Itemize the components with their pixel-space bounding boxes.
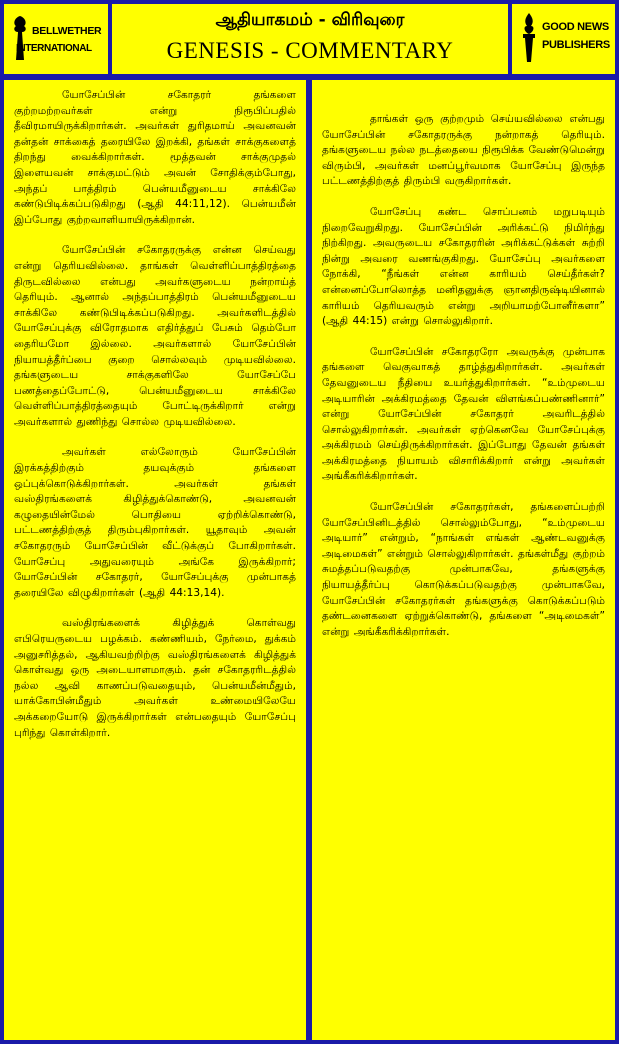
title-box bbox=[112, 4, 508, 74]
right-column bbox=[312, 80, 615, 1040]
left-column bbox=[4, 80, 306, 1040]
good-news-logo-box bbox=[512, 4, 615, 74]
right-paragraph: யோசேப்பின் சகோதரரோ அவருக்கு முன்பாக தங்களை வெகுவாகத் தாழ்த்துகிறார்கள். அவர்கள் தேவனுடைய நீதியை உயர்த்துகிறார்கள். “உம்முடைய அடியாரின் அக்கிரமத்தை தேவன் விளங்கப்பண்ணினார்” என்று யோசேப்பின் சகோதரர் அவரிடத்தில் சொல்லுகிறார்கள். அவர்கள் ஏற்கெனவே யோசேப்புக்கு அக்கிரமம் செய்திருக்கிறார்கள். இப்போது தேவன் தங்கள் அக்கிரமத்தை நியாயம் விசாரிக்கிறார் என்று அவர்கள் அங்கீகரிக்கிறார்கள். bbox=[322, 345, 605, 483]
left-paragraph: அவர்கள் எல்லோரும் யோசேப்பின் இரக்கத்திற்கும் தயவுக்கும் தங்களை ஒப்புக்கொடுக்கிறார்கள். அவர்கள் தங்கள் வஸ்திரங்களைக் கிழித்துக்கொண்டு, அவனவன் கழுதையின்மேல் பொதியை ஏற்றிக்கொண்டு, பட்டணத்திற்குத் திரும்புகிறார்கள். யூதாவும் அவன் சகோதரரும் யோசேப்பின் வீட்டுக்குப் போகிறார்கள். யோசேப்பு அதுவரையும் அங்கே இருக்கிறார்; யோசேப்பின் சகோதரர், யோசேப்புக்கு முன்பாகத் தரையிலே விழுகிறார்கள் (ஆதி 44:13,14). bbox=[14, 446, 296, 599]
torch-logo-icon bbox=[520, 12, 538, 64]
right-paragraph: தாங்கள் ஒரு குற்றமும் செய்யவில்லை என்பது யோசேப்பின் சகோதரருக்கு நன்றாகத் தெரியும். தங்களுடைய நல்ல நடத்தையை நிரூபிக்க வேண்டுமென்று விரும்பி, அவர்கள் மனப்பூர்வமாக யோசேப்பு இருந்த பட்டணத்திற்குத் திரும்பி வருகிறார்கள். bbox=[322, 113, 605, 188]
bellwether-logo-line2: INTERNATIONAL bbox=[16, 43, 92, 54]
ram-logo-icon bbox=[10, 14, 30, 62]
bellwether-logo-line1: BELLWETHER bbox=[32, 25, 102, 37]
right-paragraph: யோசேப்பின் சகோதரர்கள், தங்களைப்பற்றி யோசேப்பினிடத்தில் சொல்லும்போது, “உம்முடைய அடியார்” என்றும், “நாங்கள் எங்கள் ஆண்டவனுக்கு அடிமைகள்” என்றும் சொல்லுகிறார்கள். தங்கள்மீது குற்றம் சுமத்தப்படுவதற்கு முன்பாகவே, தங்களுக்கு நியாயத்தீர்ப்பு கொடுக்கப்படுவதற்கு முன்பாகவே, யோசேப்பின் சகோதரர்கள் தங்களுக்கு கொடுக்கப்படும் தண்டனைகளை ஏற்றுக்கொண்டு, தங்களை “அடிமைகள்” என்று அங்கீகரிக்கிறார்கள். bbox=[322, 501, 605, 638]
left-paragraph: வஸ்திரங்களைக் கிழித்துக் கொள்வது எபிரெயருடைய பழக்கம். கண்ணியம், நேர்மை, துக்கம் அனுசரித்தல், ஆகியவற்றிற்கு வஸ்திரங்களைக் கிழித்துக் கொள்வது ஒரு அடையாளமாகும். தன் சகோதரரிடத்தில் நல்ல ஆவி காணப்படுவதையும், பென்யமீன்மீதும், யாக்கோபின்மீதும் அவர்கள் உண்மையிலேயே அக்கறையோடு இருக்கிறார்கள் என்பதையும் யோசேப்பு புரிந்து கொள்கிறார். bbox=[14, 617, 296, 739]
good-news-logo-line1: GOOD NEWS bbox=[542, 21, 609, 33]
good-news-logo-line2: PUBLISHERS bbox=[542, 39, 610, 51]
bellwether-logo-box bbox=[4, 4, 108, 74]
left-paragraph: யோசேப்பின் சகோதரர் தங்களை குற்றமற்றவர்கள் என்று நிரூபிப்பதில் தீவிரமாயிருக்கிறார்கள். அவர்கள் துரிதமாய் அவனவன் தன்தன் சாக்கைத் தரையிலே இறக்கி, தங்கள் சாக்குகளைத் திறந்து வைக்கிறார்கள். மூத்தவன் சாக்குமுதல் இளையவன் சாக்குமட்டும் அவன் சோதிக்கும்போது, அந்தப் பாத்திரம் பென்யமீனுடைய சாக்கிலே கண்டுபிடிக்கப்படுகிறது (ஆதி 44:11,12). பென்யமீன் இப்போது குற்றவாளியாயிருக்கிறான். bbox=[14, 89, 296, 226]
left-paragraph: யோசேப்பின் சகோதரருக்கு என்ன செய்வது என்று தெரியவில்லை. தாங்கள் வெள்ளிப்பாத்திரத்தை திருடவில்லை என்பது அவர்களுடைய நன்றாய்த் தெரியும். ஆனால் அந்தப்பாத்திரம் பென்யமீனுடைய சாக்கிலே கண்டுபிடிக்கப்படுகிறது. அவர்களிடத்தில் யோசேப்புக்கு விரோதமாக எதிர்த்துப் பேசும் தெம்போ தைரியமோ இல்லை. அவர்களால் யோசேப்பின் நியாயத்தீர்ப்பை குறை சொல்லவும் முடியவில்லை. தங்களுடைய சாக்குகளிலே யோசேப்பே பணத்தைப்போட்டு, பென்யமீனுடைய சாக்கிலே வெள்ளிப்பாத்திரத்தையும் போட்டிருக்கிறார் என்று அவர்களால் துணிந்து சொல்ல முடியவில்லை. bbox=[14, 244, 296, 428]
title-english: GENESIS - COMMENTARY bbox=[166, 38, 454, 63]
right-paragraph: யோசேப்பு கண்ட சொப்பனம் மறுபடியும் நிறைவேறுகிறது. யோசேப்பின் அரிக்கட்டு நிமிர்ந்து நிற்கிறது. அவருடைய சகோதரரின் அரிக்கட்டுக்கள் சுற்றி நின்று அவரை வணங்குகிறது. யோசேப்பு அவர்களை நோக்கி, “நீங்கள் என்ன காரியம் செய்தீர்கள்? என்னைப்போலொத்த மனிதனுக்கு ஞானதிருஷ்டியினால் காரியம் தெரியவரும் என்று அறியாமற்போனீர்களா” (ஆதி 44:15) என்று சொல்லுகிறார். bbox=[322, 205, 605, 328]
title-tamil: ஆதியாகமம் - விரிவுரை bbox=[215, 10, 405, 30]
